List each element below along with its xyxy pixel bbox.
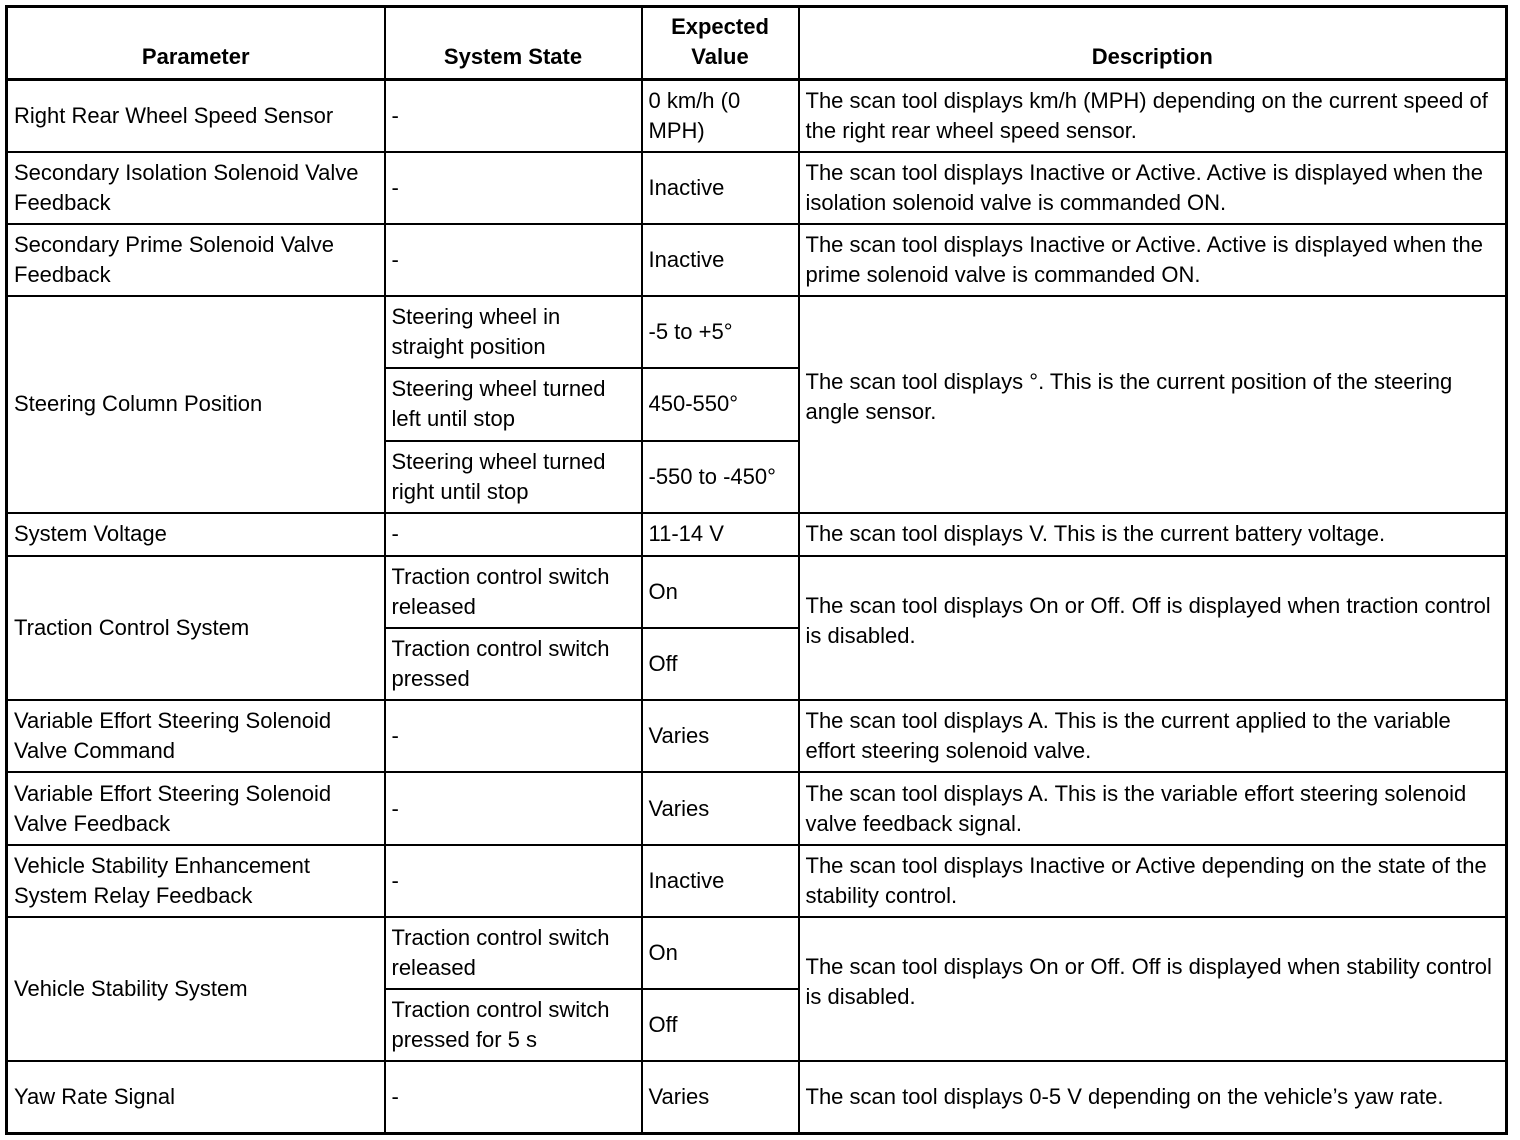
description-cell: The scan tool displays Inactive or Active. Active is displayed when the prime solenoid valve is commanded ON. [799, 224, 1507, 296]
system-state-cell: - [385, 845, 642, 917]
description-cell [799, 556, 1507, 700]
expected-value-cell: On [642, 556, 799, 628]
parameter-cell: Variable Effort Steering Solenoid Valve Feedback [7, 772, 385, 844]
expected-value-cell: 0 km/h (0 MPH) [642, 80, 799, 152]
system-state-cell: Traction control switch released [385, 556, 642, 628]
expected-value-cell: On [642, 917, 799, 989]
table-row [7, 556, 1507, 628]
header-system-state: System State [385, 7, 642, 80]
system-state-cell: Traction control switch pressed [385, 628, 642, 700]
system-state-cell: - [385, 772, 642, 844]
table-row [7, 845, 1507, 917]
scan-data-table [5, 5, 1508, 1135]
parameter-cell: System Voltage [7, 513, 385, 556]
expected-value-cell: Off [642, 628, 799, 700]
description-cell: The scan tool displays km/h (MPH) depending on the current speed of the right rear wheel speed sensor. [799, 80, 1507, 152]
parameter-cell: Vehicle Stability Enhancement System Relay Feedback [7, 845, 385, 917]
header-description: Description [799, 7, 1507, 80]
header-parameter: Parameter [7, 7, 385, 80]
expected-value-cell: Varies [642, 772, 799, 844]
description-cell: The scan tool displays A. This is the variable effort steering solenoid valve feedback signal. [799, 772, 1507, 844]
table-row [7, 152, 1507, 224]
description-cell: The scan tool displays Inactive or Active. Active is displayed when the isolation solenoid valve is commanded ON. [799, 152, 1507, 224]
table-row [7, 296, 1507, 368]
parameter-cell: Yaw Rate Signal [7, 1061, 385, 1133]
system-state-cell: - [385, 513, 642, 556]
expected-value-cell: Varies [642, 700, 799, 772]
system-state-cell: - [385, 152, 642, 224]
table-row [7, 513, 1507, 556]
parameter-cell: Steering Column Position [7, 296, 385, 513]
description-cell [799, 296, 1507, 513]
expected-value-cell: Off [642, 989, 799, 1061]
expected-value-cell: -5 to +5° [642, 296, 799, 368]
description-cell: The scan tool displays V. This is the current battery voltage. [799, 513, 1507, 556]
expected-value-cell: Inactive [642, 845, 799, 917]
description-cell: The scan tool displays 0-5 V depending on the vehicle’s yaw rate. [799, 1061, 1507, 1133]
system-state-cell: Steering wheel turned right until stop [385, 441, 642, 513]
parameter-cell: Right Rear Wheel Speed Sensor [7, 80, 385, 152]
expected-value-cell: 450-550° [642, 368, 799, 440]
system-state-cell: - [385, 224, 642, 296]
header-row [7, 7, 1507, 80]
parameter-cell: Variable Effort Steering Solenoid Valve Command [7, 700, 385, 772]
table-row [7, 224, 1507, 296]
system-state-cell: Steering wheel in straight position [385, 296, 642, 368]
expected-value-cell: -550 to -450° [642, 441, 799, 513]
system-state-cell: - [385, 1061, 642, 1133]
description-text: The scan tool displays On or Off. Off is displayed when traction control is disabled. [805, 593, 1491, 649]
parameter-cell: Secondary Prime Solenoid Valve Feedback [7, 224, 385, 296]
expected-value-cell: Inactive [642, 224, 799, 296]
system-state-cell: Traction control switch pressed for 5 s [385, 989, 642, 1061]
description-cell: The scan tool displays Inactive or Active depending on the state of the stability control. [799, 845, 1507, 917]
table-row [7, 1061, 1507, 1133]
expected-value-cell: Varies [642, 1061, 799, 1133]
table-row [7, 700, 1507, 772]
system-state-cell: Traction control switch released [385, 917, 642, 989]
expected-value-cell: Inactive [642, 152, 799, 224]
table-row [7, 80, 1507, 152]
parameter-cell: Traction Control System [7, 556, 385, 700]
system-state-cell: - [385, 700, 642, 772]
description-text: The scan tool displays On or Off. Off is displayed when stability control is disabled. [805, 954, 1492, 1010]
system-state-cell: - [385, 80, 642, 152]
parameter-cell: Secondary Isolation Solenoid Valve Feedback [7, 152, 385, 224]
description-cell: The scan tool displays A. This is the current applied to the variable effort steering solenoid valve. [799, 700, 1507, 772]
parameter-cell: Vehicle Stability System [7, 917, 385, 1061]
description-cell [799, 917, 1507, 1061]
table-row [7, 772, 1507, 844]
expected-value-cell: 11-14 V [642, 513, 799, 556]
system-state-cell: Steering wheel turned left until stop [385, 368, 642, 440]
description-text: The scan tool displays °. This is the current position of the steering angle sensor. [805, 369, 1453, 425]
header-expected-value: Expected Value [642, 7, 799, 80]
table-row [7, 917, 1507, 989]
